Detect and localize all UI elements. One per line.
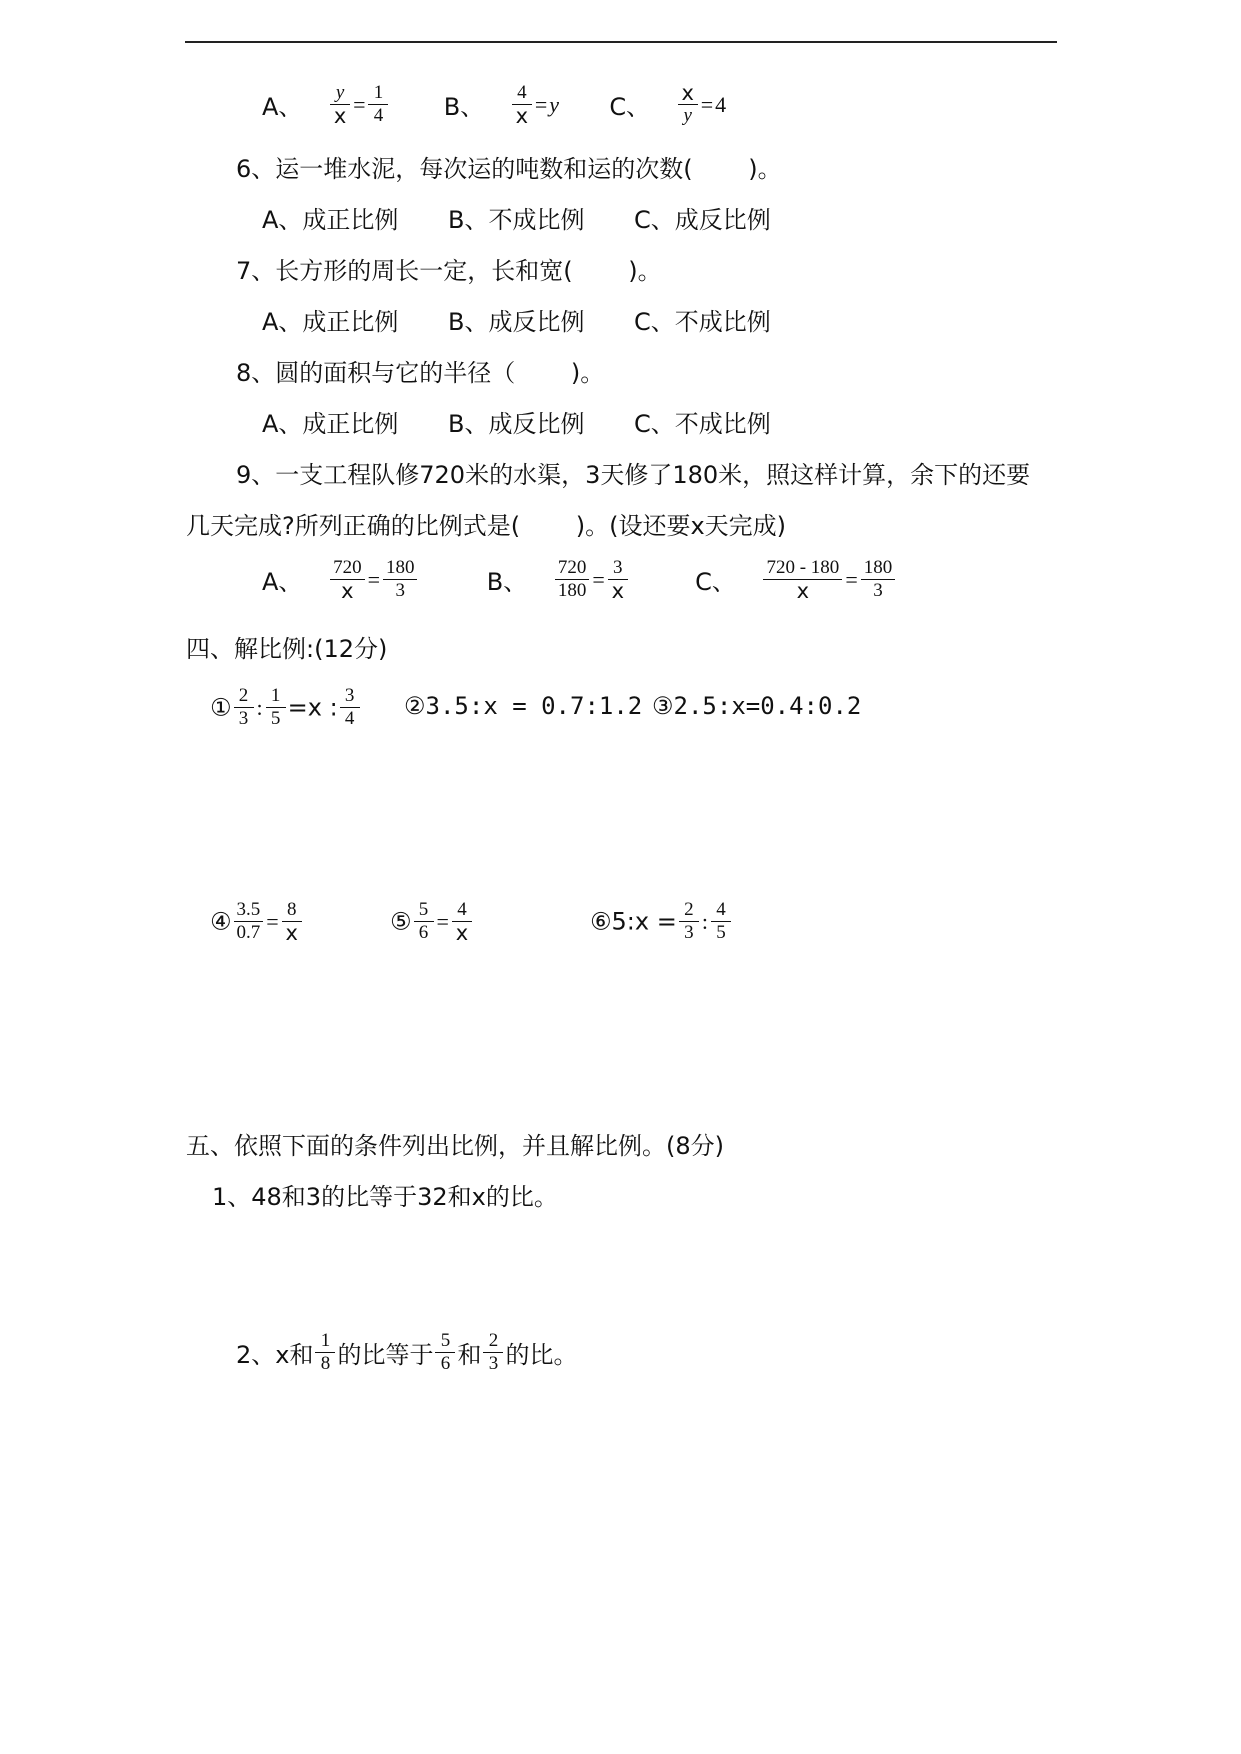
q5-option-c: C、 $\frac{x}{y}$ =4 — [609, 81, 727, 126]
fraction — [678, 82, 698, 127]
header-rule — [185, 41, 1057, 43]
q5-options — [262, 82, 727, 127]
question-6: 6、运一堆水泥，每次运的吨数和运的次数( )。 — [236, 155, 782, 183]
math-text: : — [701, 908, 708, 934]
problem-4 — [210, 899, 304, 944]
math-text: 2 — [679, 899, 699, 922]
option-c — [695, 557, 897, 602]
math-text: 3 — [608, 557, 628, 580]
math-text: A、 — [262, 568, 303, 596]
question-9-line2: 几天完成?所列正确的比例式是( )。(设还要x天完成) — [186, 512, 787, 540]
math-text: = — [367, 566, 380, 592]
math-text: = — [353, 91, 366, 117]
math-text: ① — [210, 693, 232, 722]
problem-6 — [590, 899, 733, 944]
option-c: C、成反比例 — [634, 206, 771, 234]
math-text: y — [683, 105, 692, 126]
problem-1 — [210, 685, 362, 730]
math-text: 6 — [418, 922, 429, 943]
math-text: 3 — [395, 580, 405, 601]
option-a: A、成正比例 — [262, 410, 399, 438]
math-text: y — [549, 91, 560, 117]
option-b: B、不成比例 — [448, 206, 585, 234]
fraction — [608, 557, 628, 602]
math-text: 720 — [555, 557, 590, 580]
math-text: 5 — [270, 708, 281, 729]
math-text: y — [330, 82, 350, 105]
math-text: = — [845, 566, 858, 592]
math-text: 4 — [715, 91, 727, 117]
math-text: = — [700, 91, 714, 117]
problem-2: ②3.5:x = 0.7:1.2 — [404, 692, 643, 720]
math-text: x — [515, 104, 529, 128]
option-b: B、成反比例 — [448, 410, 585, 438]
section-5-question-2 — [236, 1330, 577, 1375]
option-a — [262, 557, 419, 602]
math-text: : — [256, 694, 263, 720]
math-text: = — [534, 91, 548, 117]
fraction — [861, 557, 896, 602]
fraction — [512, 82, 532, 127]
math-text: ④ — [210, 907, 232, 936]
math-text: 180 — [557, 580, 587, 601]
q5-option-a: A、 $\frac{y}{x}$ = $\frac{1}{4}$ — [262, 82, 390, 127]
option-c: C、不成比例 — [634, 410, 771, 438]
question-8: 8、圆的面积与它的半径（ )。 — [236, 359, 605, 387]
option-c: C、不成比例 — [634, 308, 771, 336]
math-text: x — [341, 579, 354, 603]
math-text: 2 — [234, 685, 254, 708]
section-5-question-1: 1、48和3的比等于32和x的比。 — [212, 1183, 558, 1211]
math-text: 4 — [452, 899, 472, 922]
math-text: 和 — [457, 1341, 482, 1369]
math-text: 5 — [716, 922, 726, 943]
fraction — [330, 557, 365, 602]
math-text: ⑥5:x = — [590, 907, 677, 936]
math-text: 8 — [320, 1353, 331, 1374]
math-text: 4 — [344, 708, 355, 729]
math-text: x — [455, 921, 469, 945]
math-text: 6 — [440, 1353, 451, 1374]
math-text: 180 — [383, 557, 418, 580]
fraction — [763, 557, 842, 602]
math-text: 720 - 180 — [763, 557, 842, 580]
math-text: = — [266, 908, 279, 934]
question-9-line1: 9、一支工程队修720米的水渠，3天修了180米，照这样计算，余下的还要 — [236, 461, 1031, 489]
option-b: B、成反比例 — [448, 308, 585, 336]
math-text: =x : — [287, 693, 338, 722]
math-text: 3 — [684, 922, 694, 943]
math-text: 5 — [435, 1330, 455, 1353]
math-text: x — [796, 579, 810, 603]
math-text: 4 — [512, 82, 532, 105]
problem-5 — [390, 899, 474, 944]
math-text: 3 — [488, 1353, 499, 1374]
math-text: B、 — [486, 568, 528, 596]
math-text: C、 — [695, 568, 736, 596]
math-text: 3 — [238, 708, 249, 729]
math-text: 3 — [873, 580, 883, 601]
math-text: 5 — [414, 899, 434, 922]
section-4-title: 四、解比例:(12分) — [186, 635, 388, 663]
q5-option-b: B、 $\frac{4}{x}$ =y — [443, 82, 560, 128]
question-8-options — [262, 409, 771, 439]
math-text: 1 — [368, 82, 388, 105]
math-text: = — [436, 908, 449, 934]
option-b — [487, 557, 630, 602]
math-text: 2 — [483, 1330, 503, 1353]
fraction — [368, 82, 388, 127]
math-text: ⑤ — [390, 907, 412, 936]
math-text: 4 — [373, 105, 384, 126]
math-text: 2、x和 — [236, 1341, 314, 1369]
option-a: A、成正比例 — [262, 206, 399, 234]
math-text: 720 — [330, 557, 365, 580]
fraction — [330, 82, 350, 127]
math-text: 180 — [861, 557, 896, 580]
math-text: x — [333, 104, 347, 128]
math-text: 1 — [266, 685, 286, 708]
math-text: = — [592, 566, 605, 592]
question-7: 7、长方形的周长一定，长和宽( )。 — [236, 257, 662, 285]
question-7-options — [262, 307, 771, 337]
math-text: 8 — [282, 899, 302, 922]
math-text: 3.5 — [234, 899, 264, 922]
option-a: A、成正比例 — [262, 308, 399, 336]
question-9-options — [262, 557, 897, 602]
math-text: 的比等于 — [337, 1341, 434, 1369]
fraction — [555, 557, 590, 602]
math-text: x — [678, 82, 698, 105]
math-text: 3 — [340, 685, 360, 708]
math-text: 4 — [711, 899, 731, 922]
math-text: 的比。 — [505, 1341, 578, 1369]
section-5-title: 五、依照下面的条件列出比例，并且解比例。(8分) — [186, 1132, 724, 1160]
math-text: x — [611, 579, 625, 603]
math-text: x — [285, 921, 298, 945]
problem-3: ③2.5:x=0.4:0.2 — [652, 692, 862, 720]
fraction — [383, 557, 418, 602]
question-6-options — [262, 205, 771, 235]
math-text: 0.7 — [236, 922, 261, 943]
math-text: 1 — [315, 1330, 335, 1353]
